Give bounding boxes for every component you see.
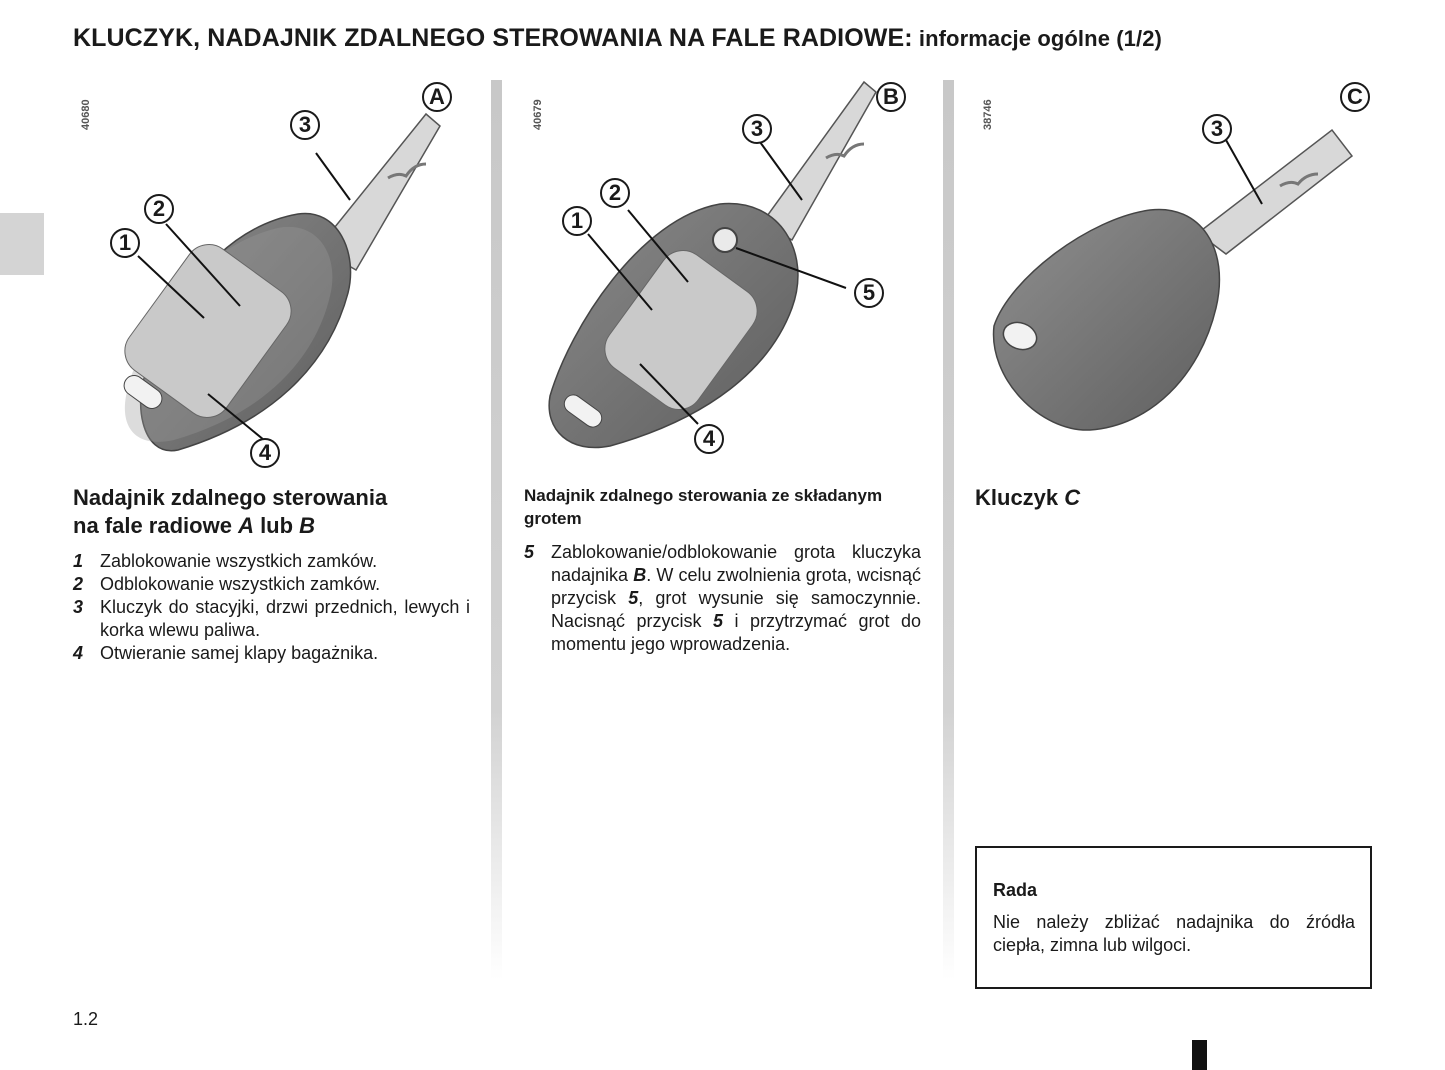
col3-heading bbox=[975, 484, 1275, 512]
col2-function-list bbox=[524, 541, 921, 656]
callout-3: 3 bbox=[290, 110, 320, 140]
text-emphasis: 5 bbox=[628, 588, 639, 608]
tip-text: Nie należy zbliżać nadajnika do źródła ciepła, zimna lub wilgoci. bbox=[993, 912, 1355, 955]
list-item bbox=[73, 573, 470, 596]
column-divider-2 bbox=[943, 80, 954, 980]
callout-4: 4 bbox=[694, 424, 724, 454]
title-main: KLUCZYK, NADAJNIK ZDALNEGO STEROWANIA NA FALE RADIOWE: bbox=[73, 24, 913, 52]
item-text: Zablokowanie wszystkich zamków. bbox=[100, 551, 378, 571]
callout-2: 2 bbox=[600, 178, 630, 208]
list-item bbox=[73, 596, 470, 642]
callout-1: 1 bbox=[110, 228, 140, 258]
list-item bbox=[73, 550, 470, 573]
key-a-illustration bbox=[78, 78, 478, 478]
text-run: i przytrzymać grot do momentu jego wprowadzenia. bbox=[551, 611, 921, 654]
heading-text: lub bbox=[253, 513, 300, 538]
tip-title: Rada bbox=[993, 880, 1038, 900]
item-number: 2 bbox=[73, 574, 84, 594]
column-divider-1 bbox=[491, 80, 502, 980]
text-emphasis: B bbox=[633, 565, 647, 585]
figure-letter-b: B bbox=[876, 82, 906, 112]
text-emphasis: 5 bbox=[713, 611, 724, 631]
title-sub: informacje ogólne (1/2) bbox=[912, 26, 1162, 51]
item-text: Otwieranie samej klapy bagażnika. bbox=[100, 643, 379, 663]
tip-box bbox=[975, 846, 1372, 989]
figure-code: 38746 bbox=[982, 99, 994, 130]
col1-heading-line2 bbox=[73, 512, 473, 540]
col1-function-list bbox=[73, 550, 470, 665]
figure-letter-c: C bbox=[1340, 82, 1370, 112]
item-text bbox=[551, 541, 921, 656]
col1-heading bbox=[73, 484, 473, 540]
item-text: Odblokowanie wszystkich zamków. bbox=[100, 574, 381, 594]
figure-key-c bbox=[980, 78, 1380, 478]
item-number: 4 bbox=[73, 643, 84, 663]
figure-key-b bbox=[530, 78, 930, 478]
col1-heading-line1: Nadajnik zdalnego sterowania bbox=[73, 485, 388, 510]
heading-text: Kluczyk bbox=[975, 485, 1065, 510]
figure-key-a bbox=[78, 78, 478, 478]
callout-3: 3 bbox=[1202, 114, 1232, 144]
text-run: Zablokowanie/odblokowanie grota kluczyka nadajnika bbox=[551, 542, 921, 585]
item-text: Kluczyk do stacyjki, drzwi przednich, lewych i korka wlewu paliwa. bbox=[100, 597, 470, 640]
list-item bbox=[73, 642, 470, 665]
item-number: 3 bbox=[73, 597, 84, 617]
figure-code: 40679 bbox=[532, 99, 544, 130]
text-run: . W celu zwolnienia grota, wcisnąć przycisk bbox=[551, 565, 921, 608]
text-run: , grot wysunie się samoczynnie. Nacisnąć przycisk bbox=[551, 588, 921, 631]
heading-letter-b: B bbox=[299, 513, 316, 538]
figure-letter-a: A bbox=[422, 82, 452, 112]
figure-code: 40680 bbox=[80, 99, 92, 130]
list-item bbox=[524, 541, 921, 656]
callout-1: 1 bbox=[562, 206, 592, 236]
key-c-illustration bbox=[980, 78, 1380, 478]
item-number: 1 bbox=[73, 551, 84, 571]
callout-5: 5 bbox=[854, 278, 884, 308]
heading-letter-c: C bbox=[1064, 485, 1081, 510]
callout-4: 4 bbox=[250, 438, 280, 468]
callout-2: 2 bbox=[144, 194, 174, 224]
heading-letter-a: A bbox=[238, 513, 254, 538]
page-title bbox=[73, 24, 1373, 53]
item-number: 5 bbox=[524, 542, 535, 562]
page-number: 1.2 bbox=[73, 1009, 99, 1029]
section-tab bbox=[0, 213, 44, 275]
section-end-mark bbox=[1192, 1040, 1207, 1070]
col2-heading: Nadajnik zdalnego sterowania ze składanym grotem bbox=[524, 486, 883, 528]
callout-3: 3 bbox=[742, 114, 772, 144]
heading-text: na fale radiowe bbox=[73, 513, 239, 538]
